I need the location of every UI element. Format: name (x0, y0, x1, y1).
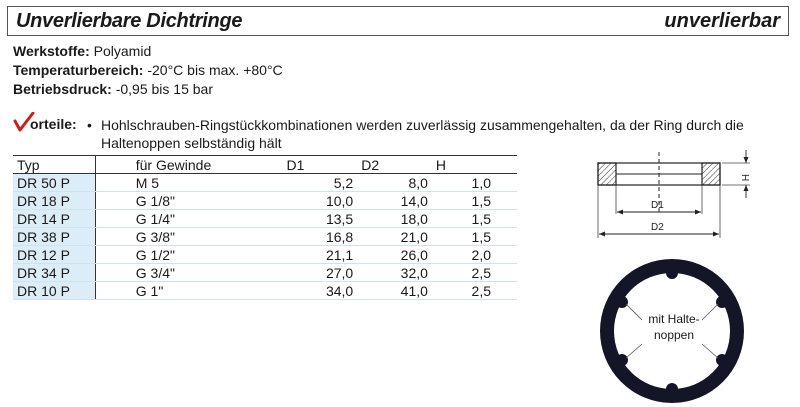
table-row: DR 14 P G 1/4" 13,5 18,0 1,5 (13, 210, 517, 228)
col-gewinde: für Gewinde (95, 156, 282, 174)
properties (13, 42, 283, 99)
table-header-row (13, 156, 517, 174)
table-row: DR 12 P G 1/2" 21,1 26,0 2,0 (13, 246, 517, 264)
vorteile-text: Hohlschrauben-Ringstückkombinationen werden zuverlässig zusammengehalten, da der Ring durch die Haltenoppen selbständig hält (101, 117, 744, 151)
page-title: Unverlierbare Dichtringe (16, 10, 243, 32)
table-row: DR 38 P G 3/8" 16,8 21,0 1,5 (13, 228, 517, 246)
col-d2: D2 (357, 156, 432, 174)
ring-label: mit Halte- noppen (648, 312, 700, 342)
col-typ: Typ (13, 156, 95, 174)
dim-d2: D2 (651, 222, 664, 233)
property-werkstoffe: Werkstoffe: Polyamid (13, 43, 152, 59)
col-h: H (432, 156, 517, 174)
header-tag: unverlierbar (664, 10, 780, 32)
cross-section-drawing (590, 150, 760, 242)
dim-h: H (739, 174, 750, 182)
table-row: DR 34 P G 3/4" 27,0 32,0 2,5 (13, 264, 517, 282)
table-row: DR 18 P G 1/8" 10,0 14,0 1,5 (13, 192, 517, 210)
table-row: DR 50 P M 5 5,2 8,0 1,0 (13, 174, 517, 192)
header-bar (7, 6, 789, 36)
table-row: DR 10 P G 1" 34,0 41,0 2,5 (13, 282, 517, 300)
spec-table (13, 155, 517, 300)
vorteile-label: orteile: (30, 116, 77, 132)
dim-d1: D1 (651, 200, 664, 211)
col-d1: D1 (282, 156, 357, 174)
property-betriebsdruck: Betriebsdruck: -0,95 bis 15 bar (13, 81, 213, 97)
property-temperaturbereich: Temperaturbereich: -20°C bis max. +80°C (13, 62, 283, 78)
bullet-icon: • (87, 117, 92, 133)
